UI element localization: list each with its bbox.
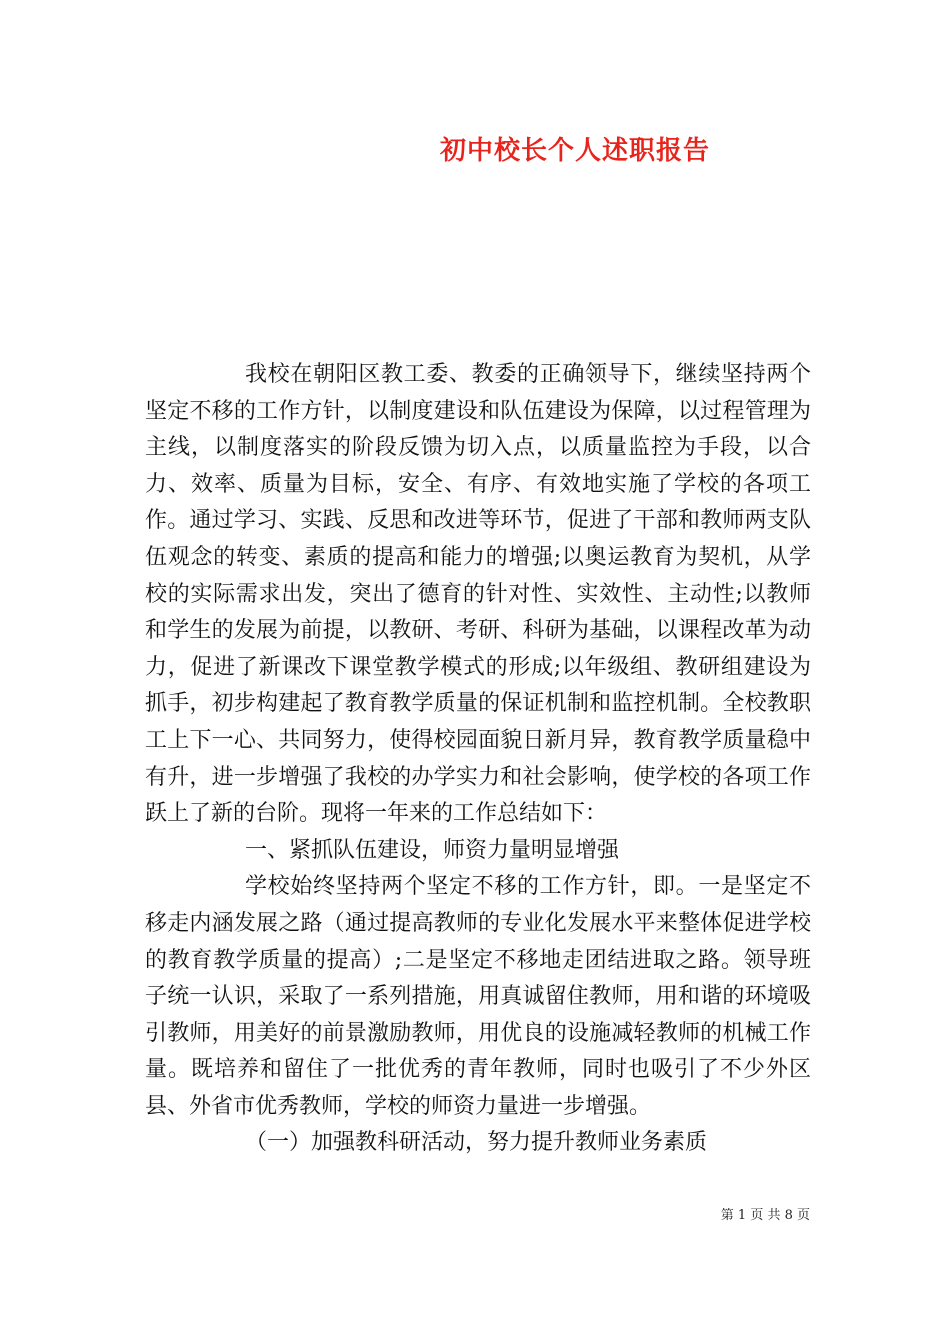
paragraph-intro: 我校在朝阳区教工委、教委的正确领导下，继续坚持两个坚定不移的工作方针，以制度建设和队伍建设为保障，以过程管理为主线，以制度落实的阶段反馈为切入点，以质量监控为手段，以合力、效率、质量为目标，安全、有序、有效地实施了学校的各项工作。通过学习、实践、反思和改进等环节，促进了干部和教师两支队伍观念的转变、素质的提高和能力的增强;以奥运教育为契机，从学校的实际需求出发，突出了德育的针对性、实效性、主动性;以教师和学生的发展为前提，以教研、考研、科研为基础，以课程改革为动力，促进了新课改下课堂教学模式的形成;以年级组、教研组建设为抓手，初步构建起了教育教学质量的保证机制和监控机制。全校教职工上下一心、共同努力，使得校园面貌日新月异，教育教学质量稳中有升，进一步增强了我校的办学实力和社会影响，使学校的各项工作跃上了新的台阶。现将一年来的工作总结如下： <box>145 362 811 827</box>
page-title: 初中校长个人述职报告 <box>439 136 710 166</box>
section-heading-1: 一、紧抓队伍建设，师资力量明显增强 <box>245 837 620 863</box>
page-indicator: 第 1 页 共 8 页 <box>720 1208 810 1223</box>
document-body <box>145 357 811 1162</box>
paragraph-section-1: 学校始终坚持两个坚定不移的工作方针，即。一是坚定不移走内涵发展之路（通过提高教师的专业化发展水平来整体促进学校的教育教学质量的提高）;二是坚定不移地走团结进取之路。领导班子统一认识，采取了一系列措施，用真诚留住教师，用和谐的环境吸引教师，用美好的前景激励教师，用优良的设施减轻教师的机械工作量。既培养和留住了一批优秀的青年教师，同时也吸引了不少外区县、外省市优秀教师，学校的师资力量进一步增强。 <box>145 874 811 1119</box>
subsection-heading-1: （一）加强教科研活动，努力提升教师业务素质 <box>245 1130 708 1156</box>
